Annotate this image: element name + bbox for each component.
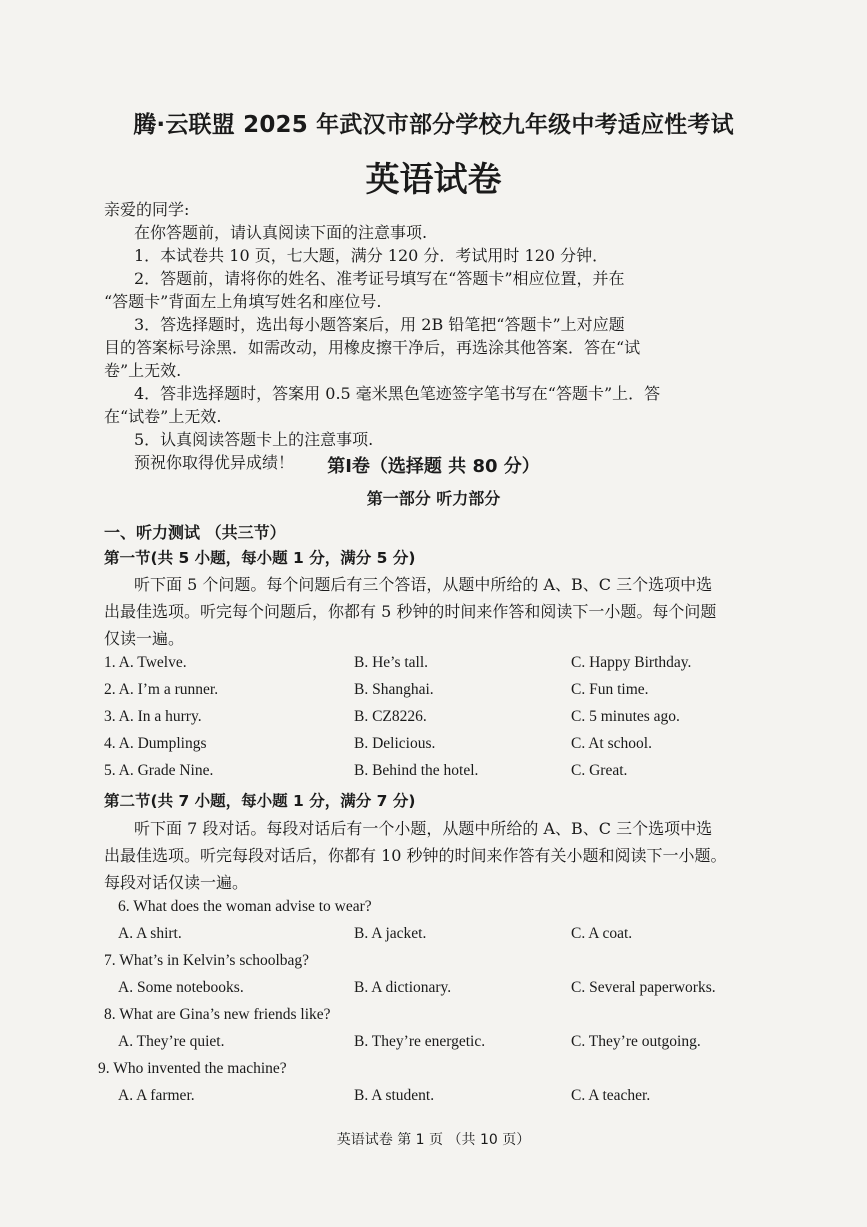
section1-instruction-2: 出最佳选项。听完每个问题后，你都有 5 秒钟的时间来作答和阅读下一小题。每个问题 xyxy=(104,602,717,621)
question-row-2 xyxy=(0,681,867,705)
notice-block xyxy=(104,198,794,474)
question-7: 7. What’s in Kelvin’s schoolbag? xyxy=(104,952,310,969)
section2-instruction-1: 听下面 7 段对话。每段对话后有一个小题，从题中所给的 A、B、C 三个选项中选 xyxy=(134,819,713,838)
option-a: 5. A. Grade Nine. xyxy=(104,762,214,779)
question-row-4 xyxy=(0,735,867,759)
notice-item-4a: 4．答非选择题时，答案用 0.5 毫米黑色笔迹签字笔书写在“答题卡”上．答 xyxy=(134,384,661,403)
option-c: C. A coat. xyxy=(571,925,633,942)
question-6-options xyxy=(0,925,867,949)
option-a: 1. A. Twelve. xyxy=(104,654,187,671)
notice-wish: 预祝你取得优异成绩！ xyxy=(134,453,295,472)
notice-item-3a: 3．答选择题时，选出每小题答案后，用 2B 铅笔把“答题卡”上对应题 xyxy=(134,315,625,334)
option-c: C. At school. xyxy=(571,735,652,752)
option-b: B. A dictionary. xyxy=(354,979,452,996)
notice-item-3c: 卷”上无效. xyxy=(104,361,182,380)
option-c: C. A teacher. xyxy=(571,1087,651,1104)
option-b: B. A jacket. xyxy=(354,925,427,942)
notice-item-2b: “答题卡”背面左上角填写姓名和座位号. xyxy=(104,292,382,311)
notice-item-3b: 目的答案标号涂黑．如需改动，用橡皮擦干净后，再选涂其他答案．答在“试 xyxy=(104,338,641,357)
question-6: 6. What does the woman advise to wear? xyxy=(118,898,372,915)
option-a: 3. A. In a hurry. xyxy=(104,708,202,725)
question-row-5 xyxy=(0,762,867,786)
option-a: 2. A. I’m a runner. xyxy=(104,681,219,698)
section1-instruction-3: 仅读一遍。 xyxy=(104,629,185,648)
option-a: 4. A. Dumplings xyxy=(104,735,207,752)
exam-subtitle: 英语试卷 xyxy=(365,160,502,200)
option-c: C. Happy Birthday. xyxy=(571,654,692,671)
option-a: A. A farmer. xyxy=(118,1087,195,1104)
section1-header: 第一节(共 5 小题，每小题 1 分，满分 5 分) xyxy=(104,549,416,567)
option-b: B. A student. xyxy=(354,1087,435,1104)
page-footer: 英语试卷 第 1 页 （共 10 页） xyxy=(336,1132,531,1148)
exam-title: 腾·云联盟 2025 年武汉市部分学校九年级中考适应性考试 xyxy=(133,112,734,138)
notice-item-1: 1．本试卷共 10 页，七大题，满分 120 分．考试用时 120 分钟． xyxy=(134,246,609,265)
option-b: B. CZ8226. xyxy=(354,708,427,725)
section1-instruction-1: 听下面 5 个问题。每个问题后有三个答语，从题中所给的 A、B、C 三个选项中选 xyxy=(134,575,713,594)
option-c: C. They’re outgoing. xyxy=(571,1033,701,1050)
section2-instruction-2: 出最佳选项。听完每段对话后，你都有 10 秒钟的时间来作答有关小题和阅读下一小题。 xyxy=(104,846,727,865)
option-c: C. Several paperworks. xyxy=(571,979,716,996)
option-c: C. Fun time. xyxy=(571,681,649,698)
question-7-options xyxy=(0,979,867,1003)
question-row-1 xyxy=(0,654,867,678)
notice-item-2a: 2．答题前，请将你的姓名、准考证号填写在“答题卡”相应位置，并在 xyxy=(134,269,625,288)
notice-intro: 在你答题前，请认真阅读下面的注意事项. xyxy=(134,223,428,242)
notice-item-5: 5．认真阅读答题卡上的注意事项. xyxy=(134,430,374,449)
option-b: B. Delicious. xyxy=(354,735,436,752)
section2-header: 第二节(共 7 小题，每小题 1 分，满分 7 分) xyxy=(104,792,416,810)
question-8-options xyxy=(0,1033,867,1057)
listening-title: 一、听力测试 （共三节） xyxy=(104,523,286,542)
option-b: B. He’s tall. xyxy=(354,654,429,671)
question-row-3 xyxy=(0,708,867,732)
question-9: 9. Who invented the machine? xyxy=(98,1060,287,1077)
option-b: B. They’re energetic. xyxy=(354,1033,486,1050)
option-a: A. They’re quiet. xyxy=(118,1033,225,1050)
notice-greeting: 亲爱的同学: xyxy=(104,200,190,219)
option-c: C. Great. xyxy=(571,762,628,779)
option-a: A. A shirt. xyxy=(118,925,182,942)
question-9-options xyxy=(0,1087,867,1111)
question-8: 8. What are Gina’s new friends like? xyxy=(104,1006,331,1023)
notice-item-4b: 在“试卷”上无效. xyxy=(104,407,222,426)
option-b: B. Behind the hotel. xyxy=(354,762,479,779)
option-a: A. Some notebooks. xyxy=(118,979,244,996)
part-title: 第一部分 听力部分 xyxy=(366,489,501,508)
option-c: C. 5 minutes ago. xyxy=(571,708,680,725)
volume-title: 第Ⅰ卷（选择题 共 80 分） xyxy=(327,456,540,477)
option-b: B. Shanghai. xyxy=(354,681,434,698)
section2-instruction-3: 每段对话仅读一遍。 xyxy=(104,873,249,892)
